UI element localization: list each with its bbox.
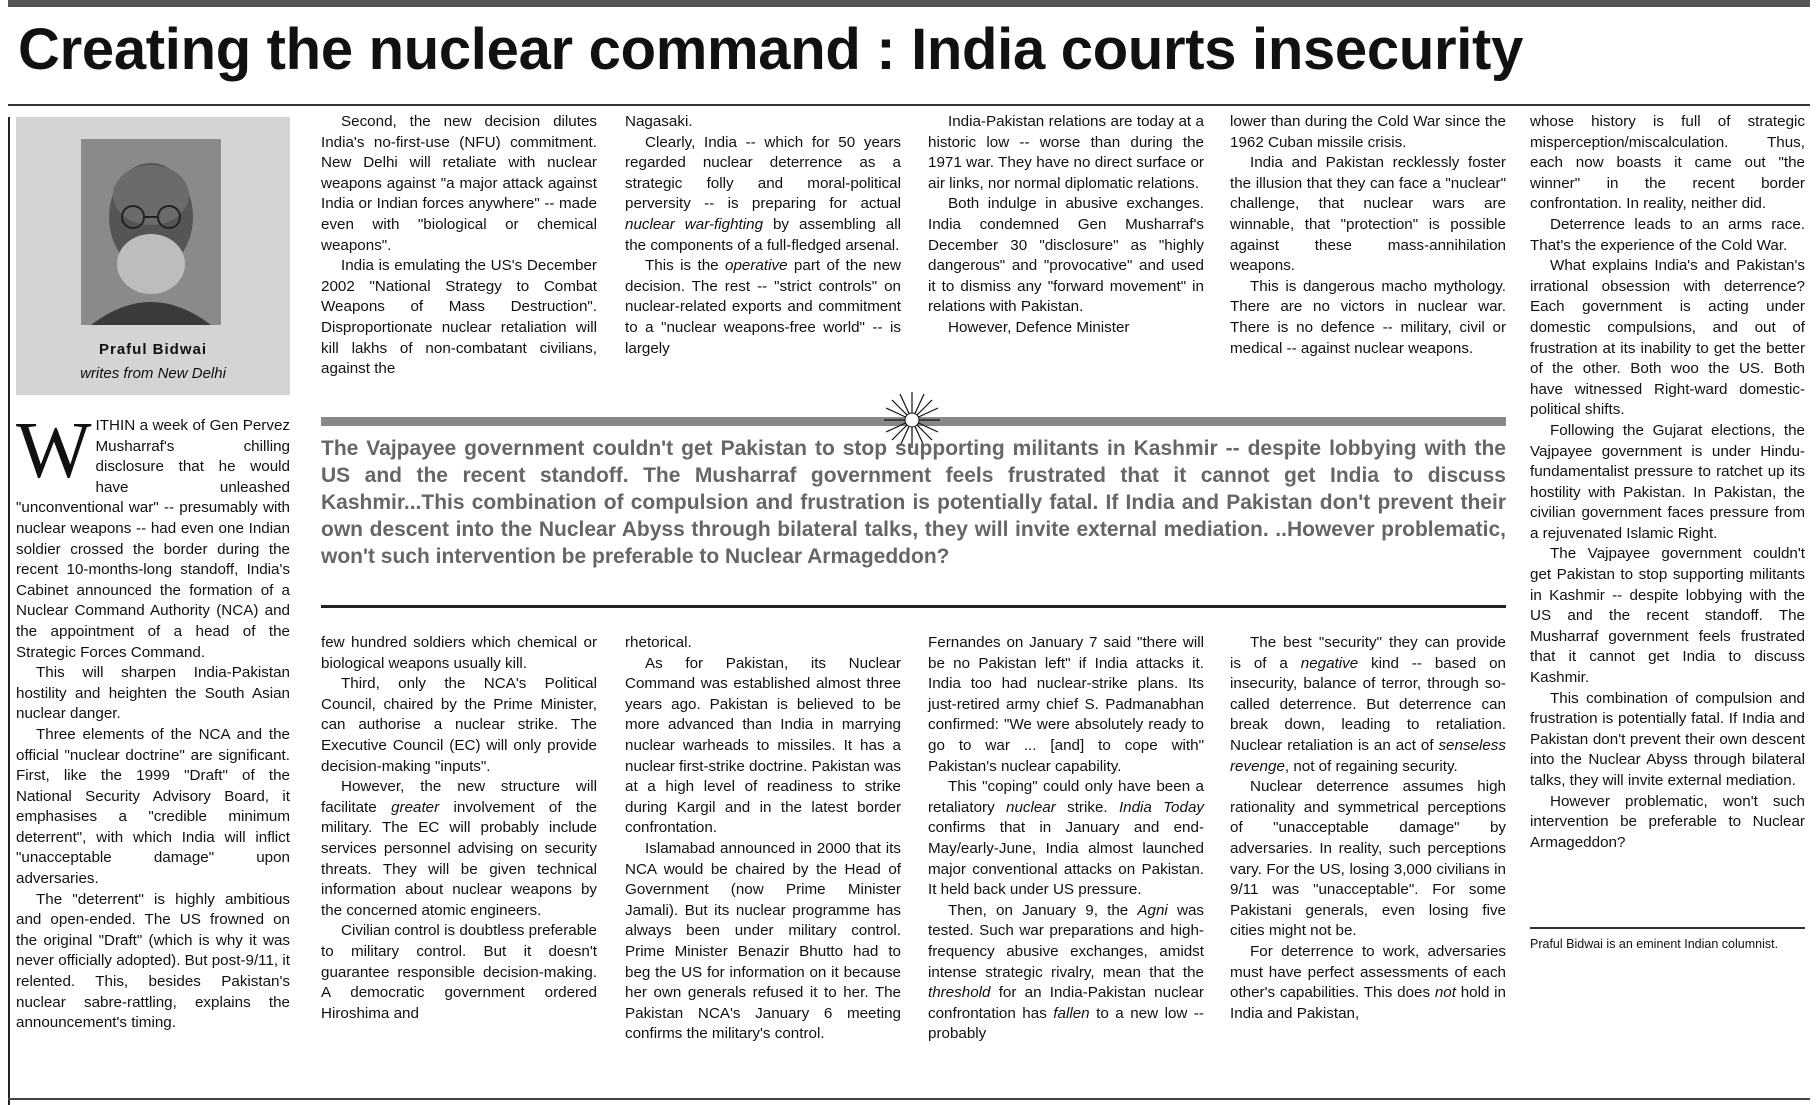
paragraph: As for Pakistan, its Nuclear Command was established almost three years ago. Pakistan is believed to be more advanced than India in marrying nuclear warheads to missiles. It has a nuclear first-strike doctrine. Pakistan was at a high level of readiness to strike during Kargil and in the latest border confrontation. xyxy=(625,654,902,837)
drop-cap: W xyxy=(16,407,92,495)
paragraph: Nagasaki. xyxy=(625,113,693,130)
bottom-rule xyxy=(8,1098,1810,1100)
paragraph: Nuclear deterrence assumes high rationality and symmetrical perceptions of "unacceptable damage" by adversaries. In reality, such perceptions vary. For the US, losing 3,000 civilians in 9/11 was "unacceptable". For some Pakistani generals, even losing five cities might not be. xyxy=(1230,778,1506,940)
column-5-bottom xyxy=(1230,633,1506,1024)
column-4-bottom xyxy=(928,633,1204,1045)
pull-quote-bottom-rule xyxy=(321,605,1506,608)
pull-quote: The Vajpayee government couldn't get Pakistan to stop supporting militants in Kashmir -- despite lobbying with the US and the recent standoff. The Musharraf government feels frustrated that it cannot get India to discuss Kashmir...This combination of compulsion and frustration is potentially fatal. If India and Pakistan don't prevent their own descent into the Nuclear Abyss through bilateral talks, they will invite external mediation. ..However problematic, won't such intervention be preferable to Nuclear Armageddon? xyxy=(321,437,1506,568)
paragraph: Islamabad announced in 2000 that its NCA would be chaired by the Head of Government (now Prime Minister Jamali). But its nuclear programme has always been under military control. Prime Minister Benazir Bhutto had to beg the US for information on it because her own generals refused it to her. The Pakistan NCA's January 6 meeting confirms the military's control. xyxy=(625,839,901,1043)
author-portrait-icon xyxy=(81,139,221,325)
paragraph: Three elements of the NCA and the official "nuclear doctrine" are significant. First, like the 1999 "Draft" of the National Security Advisory Board, it emphasises a "credible minimum deterrent", with which India will inflict "unacceptable damage" upon adversaries. xyxy=(16,725,290,888)
footnote-rule xyxy=(1530,927,1805,929)
column-6 xyxy=(1530,112,1805,853)
paragraph xyxy=(16,407,290,663)
paragraph: Both indulge in abusive exchanges. India condemned Gen Musharraf's December 30 "disclosure" as "highly dangerous" and "provocative" and used it to dismiss any "forward movement" in relations with Pakistan. xyxy=(928,195,1204,316)
headline: Creating the nuclear command : India courts insecurity xyxy=(18,17,1524,82)
paragraph: This "coping" could only have been a retaliatory nuclear strike. India Today confirms that in January and end-May/early-June, India almost launched major conventional attacks on Pakistan. It held back under US pressure. xyxy=(928,778,1204,899)
paragraph: The "deterrent" is highly ambitious and open-ended. The US frowned on the original "Draft" (which is why it was never officially adopted). But post-9/11, it relented. This, besides Pakistan's nuclear sabre-rattling, explains the announcement's timing. xyxy=(16,890,290,1032)
paragraph: India is emulating the US's December 2002 "National Strategy to Combat Weapons of Mass Destruction". Disproportionate nuclear retaliation will kill lakhs of non-combatant civilians, against the xyxy=(321,257,597,378)
paragraph: whose history is full of strategic misperception/miscalculation. Thus, each now boasts it came out "the winner" in the recent border confrontation. In reality, neither did. xyxy=(1530,113,1805,213)
paragraph: However, the new structure will facilitate greater involvement of the military. The EC will probably include services personnel advising on security threats. They will be given technical information about nuclear weapons by the concerned atomic engineers. xyxy=(321,778,598,919)
dateline: writes from New Delhi xyxy=(80,365,226,382)
paragraph: This is the operative part of the new decision. The rest -- "strict controls" on nuclear-related exports and commitment to a "nuclear weapons-free world" -- is largely xyxy=(625,257,901,357)
paragraph: Deterrence leads to an arms race. That's the experience of the Cold War. xyxy=(1530,215,1805,254)
paragraph: This is dangerous macho mythology. There are no victors in nuclear war. There is no defence -- military, civil or medical -- against nuclear weapons. xyxy=(1230,277,1506,357)
byline-box xyxy=(16,117,290,395)
paragraph: For deterrence to work, adversaries must have perfect assessments of each other's capabilities. This does not hold in India and Pakistan, xyxy=(1230,942,1506,1022)
paragraph: Second, the new decision dilutes India's no-first-use (NFU) commitment. New Delhi will retaliate with nuclear weapons against "a major attack against India or Indian forces anywhere" -- made even with "biological or chemical weapons". xyxy=(321,113,597,254)
headline-rule xyxy=(8,104,1810,106)
paragraph: few hundred soldiers which chemical or biological weapons usually kill. xyxy=(321,634,597,672)
author-photo xyxy=(81,139,221,325)
paragraph: Third, only the NCA's Political Council, chaired by the Prime Minister, can authorise a nuclear strike. The Executive Council (EC) will only provide decision-making "inputs". xyxy=(321,675,597,775)
top-rule xyxy=(8,0,1810,7)
paragraph: The best "security" they can provide is of a negative kind -- based on insecurity, balance of terror, through so-called deterrence. But deterrence can break down, leading to retaliation. Nuclear retaliation is an act of senseless revenge, not of regaining security. xyxy=(1230,634,1506,775)
paragraph: rhetorical. xyxy=(625,634,692,651)
left-rule xyxy=(8,117,10,1105)
paragraph: lower than during the Cold War since the 1962 Cuban missile crisis. xyxy=(1230,113,1506,151)
paragraph: The Vajpayee government couldn't get Pakistan to stop supporting militants in Kashmir -- despite lobbying with the US and the recent standoff. The Musharraf government feels frustrated that it cannot get India to discuss Kashmir. xyxy=(1530,545,1805,687)
paragraph: However, Defence Minister xyxy=(948,318,1130,336)
column-5-top xyxy=(1230,112,1506,359)
author-name: Praful Bidwai xyxy=(98,341,208,358)
column-2-bottom xyxy=(321,633,597,1024)
column-3-bottom xyxy=(625,633,901,1045)
paragraph: However problematic, won't such intervention be preferable to Nuclear Armageddon? xyxy=(1530,792,1805,851)
paragraph: Civilian control is doubtless preferable to military control. But it doesn't guarantee responsible decision-making. A democratic government ordered Hiroshima and xyxy=(321,922,597,1022)
paragraph: Fernandes on January 7 said "there will be no Pakistan left" if India attacks it. India too had nuclear-strike plans. Its just-retired army chief S. Padmanabhan confirmed: "We were absolutely ready to go to war ... [and] to cope with" Pakistan's nuclear capability. xyxy=(928,634,1204,775)
paragraph: Clearly, India -- which for 50 years regarded nuclear deterrence as a strategic folly and moral-political perversity -- is preparing for actual nuclear war-fighting by assembling all the components of a full-fledged arsenal. xyxy=(625,133,901,254)
column-2-top xyxy=(321,112,597,380)
paragraph: India-Pakistan relations are today at a historic low -- worse than during the 1971 war. They have no direct surface or air links, nor normal diplomatic relations. xyxy=(928,113,1204,192)
paragraph: This combination of compulsion and frustration is potentially fatal. If India and Pakistan don't prevent their own descent into the Nuclear Abyss through bilateral talks, they will invite external mediation. xyxy=(1530,689,1805,789)
column-3-top xyxy=(625,112,901,359)
footnote: Praful Bidwai is an eminent Indian columnist. xyxy=(1530,937,1779,951)
paragraph: India and Pakistan recklessly foster the illusion that they can face a "nuclear" challenge, that nuclear wars are winnable, that "protection" is possible against these mass-annihilation weapons. xyxy=(1230,154,1506,275)
paragraph: This will sharpen India-Pakistan hostility and heighten the South Asian nuclear danger. xyxy=(16,664,290,723)
paragraph: What explains India's and Pakistan's irrational obsession with deterrence? Each government is acting under domestic compulsions, and out of frustration at its inability to get the better of the other. Both woo the US. Both have witnessed Right-ward domestic-political shifts. xyxy=(1530,257,1805,419)
column-4-top xyxy=(928,112,1204,339)
text: ITHIN a week of Gen Pervez Musharraf's chilling disclosure that he would have unleashed "unconventional war" -- presumably with nuclear weapons -- had even one Indian soldier crossed the border during the recent 10-months-long standoff, India's Cabinet announced the formation of a Nuclear Command Authority (NCA) and the appointment of a head of the Strategic Forces Command. xyxy=(16,417,290,661)
paragraph: Then, on January 9, the Agni was tested. Such war preparations and high-frequency abusive exchanges, amidst intense strategic rivalry, mean that the threshold for an India-Pakistan nuclear confrontation has fallen to a new low -- probably xyxy=(928,901,1204,1043)
column-1 xyxy=(16,407,290,1034)
paragraph: Following the Gujarat elections, the Vajpayee government is under Hindu-fundamentalist pressure to ratchet up its hostility with Pakistan. In Pakistan, the civilian government faces pressure from a rejuvenated Islamic Right. xyxy=(1530,421,1805,542)
